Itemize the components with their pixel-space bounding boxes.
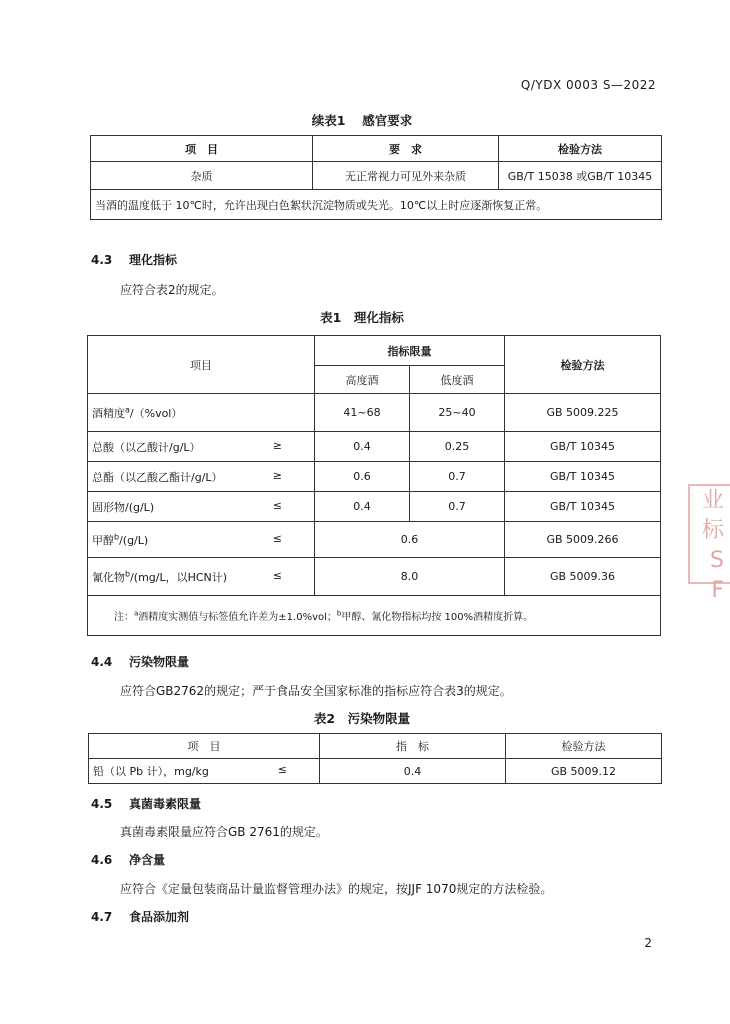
section-title: 真菌毒素限量 xyxy=(129,797,202,811)
table-row xyxy=(88,394,661,432)
table-row xyxy=(88,492,661,522)
t2-value: 0.4 xyxy=(320,759,506,784)
section-number: 4.5 xyxy=(91,797,113,811)
t1-low: 0.25 xyxy=(410,432,505,462)
table-row xyxy=(88,462,661,492)
t2-method: GB 5009.12 xyxy=(506,759,662,784)
t2-item: 铅（以 Pb 计），mg/kg xyxy=(93,765,209,778)
section-number: 4.3 xyxy=(91,253,113,267)
section-title: 理化指标 xyxy=(129,253,178,267)
t1-unit: /(g/L) xyxy=(119,533,149,547)
t1-high: 0.4 xyxy=(315,492,410,522)
t1-item: 总酸（以乙酸计/g/L） xyxy=(92,440,201,454)
t1-high: 0.4 xyxy=(315,432,410,462)
t1-sup: a xyxy=(125,404,130,414)
t1-sym: ≤ xyxy=(272,568,282,582)
t2-header-method: 检验方法 xyxy=(506,734,662,759)
t1-high: 41~68 xyxy=(315,394,410,432)
t1-note xyxy=(88,596,661,636)
t1-unit: /(mg/L，以HCN计) xyxy=(130,570,228,584)
t1-note-b: 甲醇、氰化物指标均按 100%酒精度折算。 xyxy=(341,612,534,623)
t1-merged-value: 0.6 xyxy=(315,522,505,558)
t1-method: GB/T 10345 xyxy=(505,462,661,492)
t1-method: GB 5009.225 xyxy=(505,394,661,432)
stamp-line: S xyxy=(710,548,724,573)
section-4-6-text: 应符合《定量包装商品计量监督管理办法》的规定，按JJF 1070规定的方法检验。 xyxy=(120,882,553,896)
table-row xyxy=(89,759,662,784)
section-title: 食品添加剂 xyxy=(129,910,190,924)
table-row xyxy=(88,558,661,596)
stamp-line: 业标 xyxy=(701,488,724,543)
standard-code: Q/YDX 0003 S—2022 xyxy=(520,78,656,92)
t1-sym: ≤ xyxy=(272,531,282,545)
table2-caption: 表2 污染物限量 xyxy=(313,711,411,726)
section-4-3-heading xyxy=(91,251,177,268)
table-row xyxy=(88,522,661,558)
t1-method: GB 5009.266 xyxy=(505,522,661,558)
t1-low: 0.7 xyxy=(410,492,505,522)
t1-sup: b xyxy=(114,531,120,541)
table-cont-caption: 续表1 感官要求 xyxy=(311,113,413,128)
t1-note-prefix: 注： xyxy=(114,612,134,623)
t1-method: GB/T 10345 xyxy=(505,432,661,462)
sensory-note: 当酒的温度低于 10℃时，允许出现白色絮状沉淀物质或失光。10℃以上时应逐渐恢复正常。 xyxy=(91,190,662,220)
t1-item: 固形物/(g/L) xyxy=(92,500,155,514)
t1-header-method: 检验方法 xyxy=(505,336,661,394)
t2-sym: ≤ xyxy=(277,763,287,776)
physicochemical-table xyxy=(87,335,661,636)
section-4-6-heading xyxy=(91,851,165,868)
t2-header-limit: 指 标 xyxy=(320,734,506,759)
sensory-cell-requirement: 无正常视力可见外来杂质 xyxy=(313,162,499,190)
section-4-3-text: 应符合表2的规定。 xyxy=(120,283,224,297)
stamp-line: F xyxy=(711,578,724,603)
t1-sym: ≥ xyxy=(272,468,282,482)
section-4-5-heading xyxy=(91,795,201,812)
section-number: 4.6 xyxy=(91,853,113,867)
sensory-header-item: 项 目 xyxy=(91,136,313,162)
t1-note-b-sup: b xyxy=(336,609,342,618)
t1-low: 0.7 xyxy=(410,462,505,492)
section-4-5-text: 真菌毒素限量应符合GB 2761的规定。 xyxy=(120,825,328,839)
t1-sup: b xyxy=(125,568,131,578)
section-title: 净含量 xyxy=(129,853,166,867)
t1-header-item: 项目 xyxy=(88,336,315,394)
t1-header-limit: 指标限量 xyxy=(315,336,505,366)
section-number: 4.7 xyxy=(91,910,113,924)
t1-note-a: 酒精度实测值与标签值允许差为±1.0%vol； xyxy=(138,612,337,623)
t1-header-low: 低度酒 xyxy=(410,366,505,394)
t1-sym: ≤ xyxy=(272,498,282,512)
t2-header-item: 项 目 xyxy=(89,734,320,759)
t1-high: 0.6 xyxy=(315,462,410,492)
t1-unit: /（%vol） xyxy=(129,406,183,420)
t1-item: 总酯（以乙酸乙酯计/g/L） xyxy=(92,470,223,484)
t1-header-high: 高度酒 xyxy=(315,366,410,394)
t1-method: GB 5009.36 xyxy=(505,558,661,596)
sensory-cell-method: GB/T 15038 或GB/T 10345 xyxy=(499,162,662,190)
t1-item: 甲醇 xyxy=(92,533,114,547)
section-number: 4.4 xyxy=(91,655,113,669)
t1-item: 氰化物 xyxy=(92,570,125,584)
sensory-header-requirement: 要 求 xyxy=(313,136,499,162)
t1-sym: ≥ xyxy=(272,438,282,452)
table1-caption: 表1 理化指标 xyxy=(320,310,404,325)
t1-low: 25~40 xyxy=(410,394,505,432)
sensory-header-method: 检验方法 xyxy=(499,136,662,162)
section-4-4-heading xyxy=(91,653,189,670)
sensory-cell-item: 杂质 xyxy=(91,162,313,190)
contaminant-table xyxy=(88,733,662,784)
red-seal-stamp xyxy=(684,486,724,603)
table-row xyxy=(88,432,661,462)
section-4-7-heading xyxy=(91,908,189,925)
t1-method: GB/T 10345 xyxy=(505,492,661,522)
section-title: 污染物限量 xyxy=(129,655,190,669)
sensory-table xyxy=(90,135,662,220)
section-4-4-text: 应符合GB2762的规定；严于食品安全国家标准的指标应符合表3的规定。 xyxy=(120,684,512,698)
t1-item: 酒精度 xyxy=(92,406,125,420)
t1-note-a-sup: a xyxy=(134,609,139,618)
t1-merged-value: 8.0 xyxy=(315,558,505,596)
page-number: 2 xyxy=(644,936,652,950)
